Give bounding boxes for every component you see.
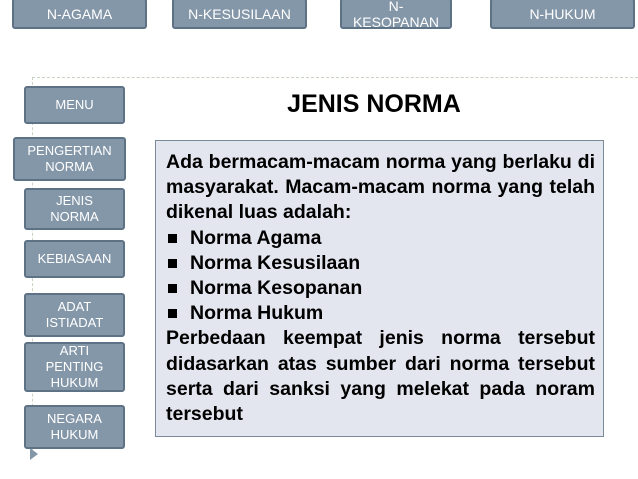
side-pengertian-norma-button[interactable] [13, 137, 126, 181]
nav-n-kesopanan-label: N- KESOPANAN [352, 0, 440, 29]
horizontal-divider [32, 77, 638, 78]
nav-n-agama-label: N-AGAMA [46, 5, 113, 22]
square-bullet-icon [168, 234, 177, 243]
side-jenis-norma-label: JENIS NORMA [50, 193, 99, 224]
list-item [166, 301, 595, 326]
list-item-label: Norma Kesusilaan [190, 251, 361, 274]
side-kebiasaan-button[interactable] [24, 240, 125, 278]
nav-n-kesusilaan-button[interactable] [172, 0, 307, 29]
side-adat-istiadat-label: ADAT ISTIADAT [45, 299, 104, 330]
norm-list [166, 226, 595, 327]
side-kebiasaan-label: KEBIASAAN [37, 251, 112, 266]
list-item-label: Norma Hukum [190, 302, 324, 325]
page-title: JENIS NORMA [287, 90, 461, 118]
closing-paragraph: Perbedaan keempat jenis norma tersebut didasarkan atas sumber dari norma tersebut serta dari sanksi yang melekat pada noram tersebut [166, 327, 595, 426]
side-menu-label: MENU [55, 97, 94, 112]
nav-n-kesopanan-button[interactable] [340, 0, 452, 29]
side-arti-penting-hukum-button[interactable] [24, 342, 125, 392]
side-arti-penting-hukum-label: ARTI PENTING HUKUM [45, 343, 104, 390]
side-pengertian-norma-label: PENGERTIAN NORMA [27, 143, 112, 174]
list-item-label: Norma Agama [190, 226, 322, 249]
list-item-label: Norma Kesopanan [190, 277, 363, 300]
content-panel [155, 140, 604, 437]
side-menu-button[interactable] [24, 86, 125, 124]
side-negara-hukum-label: NEGARA HUKUM [47, 411, 102, 442]
nav-n-agama-button[interactable] [12, 0, 147, 29]
nav-n-hukum-button[interactable] [490, 0, 635, 29]
list-item [166, 226, 595, 251]
square-bullet-icon [168, 309, 177, 318]
nav-n-kesusilaan-label: N-KESUSILAAN [188, 5, 291, 22]
list-item [166, 251, 595, 276]
side-adat-istiadat-button[interactable] [24, 293, 125, 337]
square-bullet-icon [168, 284, 177, 293]
arrow-right-icon [30, 448, 38, 460]
side-negara-hukum-button[interactable] [24, 405, 125, 449]
nav-n-hukum-label: N-HUKUM [529, 5, 596, 22]
side-jenis-norma-button[interactable] [24, 188, 125, 230]
intro-paragraph: Ada bermacam-macam norma yang berlaku di masyarakat. Macam-macam norma yang telah dikenal luas adalah: [166, 151, 595, 224]
list-item [166, 276, 595, 301]
square-bullet-icon [168, 259, 177, 268]
